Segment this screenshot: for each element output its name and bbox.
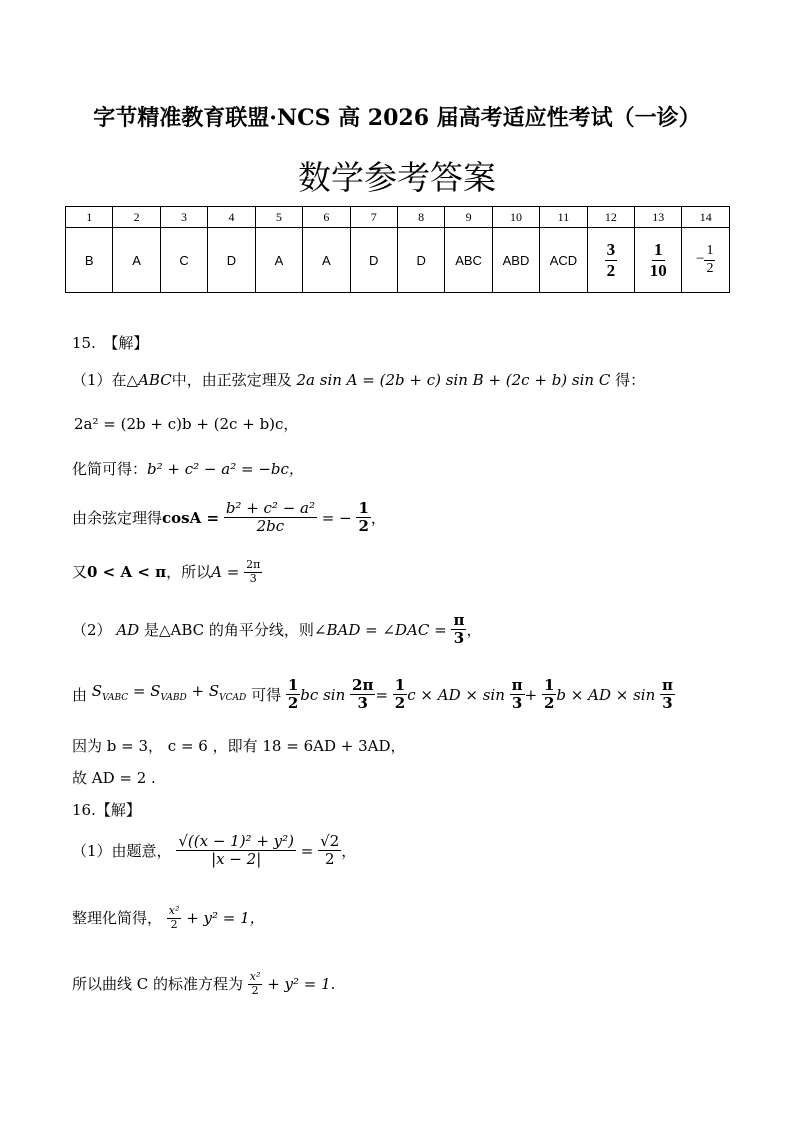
q15-cos-den: 2bc <box>256 517 285 536</box>
q15-line-5 <box>72 559 262 585</box>
question-number-cell: 9 <box>445 207 492 228</box>
answer-table <box>65 206 730 293</box>
question-number-cell: 5 <box>255 207 302 228</box>
q15-f5-num: 1 <box>543 676 555 694</box>
q15-line4-lhs: cosA = <box>162 508 220 527</box>
page-subtitle: 数学参考答案 <box>298 158 496 197</box>
q15-line4-end: ， <box>370 508 386 527</box>
q16-x2-num-2: x² <box>249 970 261 983</box>
q16-line2-label: 整理化简得， <box>72 909 163 928</box>
answer-cell: ABC <box>445 228 492 293</box>
answer-fraction <box>648 240 669 280</box>
q15-line5-ineq: 0 < A < π <box>87 563 167 582</box>
q15-t1: bc sin <box>300 685 346 704</box>
q15-f6-num: π <box>662 676 674 694</box>
question-number-cell: 6 <box>303 207 350 228</box>
answer-cell: A <box>255 228 302 293</box>
q16-p1-eq: = <box>300 841 314 860</box>
q15-p1-eq: 2a sin A = (2b + c) sin B + (2c + b) sin C <box>296 371 611 389</box>
q15-f2-den: 3 <box>357 694 368 713</box>
q15-f4-num: π <box>511 676 523 694</box>
q16-line3-rest: + y² = 1. <box>267 975 336 994</box>
q15-f3-num: 1 <box>394 676 406 694</box>
q15-f2-num: 2π <box>352 676 374 694</box>
q15-t2: c × AD × sin <box>407 685 505 704</box>
q15-f6 <box>660 677 675 713</box>
answer-cell-q13 <box>635 228 682 293</box>
q15-f1-den: 2 <box>287 694 299 713</box>
q15-cos-num: b² + c² − a² <box>225 499 316 517</box>
q15-half-den: 2 <box>358 517 369 536</box>
question-number-cell: 10 <box>492 207 539 228</box>
answer-numerator: 1 <box>704 243 715 260</box>
q15-line5-mid: ，所以 <box>166 563 212 582</box>
answer-cell-q12 <box>587 228 634 293</box>
q15-p2-text: 是△ABC 的角平分线，则 <box>143 620 314 639</box>
q15-cos-fraction <box>224 500 317 536</box>
q15-half-fraction <box>356 500 370 536</box>
q15-line-9: 故 AD = 2 . <box>72 769 156 787</box>
q15-p1-tri: △ABC <box>126 371 172 389</box>
answer-cell: A <box>113 228 160 293</box>
question-number-cell: 7 <box>350 207 397 228</box>
q16-ratio-fraction <box>176 833 296 869</box>
q15-pi3-num: π <box>453 611 465 629</box>
answer-cell: A <box>303 228 350 293</box>
page-title: 字节精准教育联盟·NCS 高 2026 届高考适应性考试（一诊） <box>93 105 701 131</box>
q15-line4-eq: = − <box>321 508 352 527</box>
q16-heading: 16.【解】 <box>72 801 141 819</box>
answer-cell: ABD <box>492 228 539 293</box>
q15-p2-ad: AD <box>116 620 140 639</box>
question-number-cell: 13 <box>635 207 682 228</box>
q15-p1-end: 得： <box>615 371 646 389</box>
question-number-cell: 8 <box>397 207 444 228</box>
q15-f1-num: 1 <box>287 676 299 694</box>
q15-s1: S <box>91 682 103 701</box>
question-number-cell: 1 <box>66 207 113 228</box>
answer-cell: D <box>350 228 397 293</box>
q15-s1-sub: VABC <box>102 693 129 704</box>
q15-line7-label: 由 <box>72 685 88 704</box>
q16-x2-den-2: 2 <box>251 983 259 997</box>
q15-p2-intro: （2） <box>72 620 112 639</box>
q15-line-4 <box>72 500 386 536</box>
q15-p2-end: ， <box>466 620 482 639</box>
q16-ratio-den: |x − 2| <box>211 850 262 869</box>
answer-fraction <box>605 240 618 280</box>
question-number-cell: 3 <box>160 207 207 228</box>
answer-cell-q14 <box>682 228 730 293</box>
q16-x2-fraction <box>167 905 182 931</box>
answer-cell: ACD <box>540 228 587 293</box>
answer-table-header-row <box>66 207 730 228</box>
question-number-cell: 2 <box>113 207 160 228</box>
answer-numerator: 3 <box>606 239 616 259</box>
q15-line5-label: 又 <box>72 563 88 582</box>
q15-line-3 <box>72 459 304 479</box>
q15-line-2: 2a² = (2b + c)b + (2c + b)c， <box>74 415 299 433</box>
q15-f6-den: 3 <box>662 694 673 713</box>
q16-p1-intro: （1）由题意， <box>72 841 172 860</box>
answer-numerator: 1 <box>654 239 663 259</box>
q15-line-7 <box>72 677 675 713</box>
q16-line-1 <box>72 833 356 869</box>
answer-denominator: 2 <box>706 260 714 276</box>
q16-sqrt2-fraction <box>318 833 341 869</box>
question-number-cell: 4 <box>208 207 255 228</box>
q16-sqrt2-num: √2 <box>320 832 340 850</box>
q15-pi3-fraction <box>451 612 466 648</box>
answer-table-answer-row <box>66 228 730 293</box>
answer-cell: B <box>66 228 113 293</box>
q15-area-eq <box>91 682 247 704</box>
q15-s2: = S <box>132 682 161 701</box>
answer-sign: − <box>696 251 705 268</box>
q15-f3-den: 2 <box>394 694 406 713</box>
q16-line2-rest: + y² = 1， <box>186 909 265 928</box>
q15-t3: b × AD × sin <box>556 685 656 704</box>
q16-x2-den: 2 <box>170 917 178 931</box>
q15-f2 <box>350 677 375 713</box>
q16-p1-end: ， <box>341 841 357 860</box>
question-number-cell: 11 <box>540 207 587 228</box>
q15-angle-den: 3 <box>249 571 257 585</box>
q16-ratio-num: √((x − 1)² + y²) <box>178 832 295 850</box>
q15-s3-sub: VCAD <box>219 693 247 704</box>
q15-angle-fraction <box>244 559 262 585</box>
answer-denominator: 10 <box>649 260 667 280</box>
q15-f4 <box>510 677 525 713</box>
q15-s2-sub: VABD <box>160 693 187 704</box>
question-number-cell: 12 <box>587 207 634 228</box>
q15-plus2: + <box>524 685 538 704</box>
q15-p1-mid: 中，由正弦定理及 <box>171 371 292 389</box>
q15-line-8: 因为 b = 3， c = 6 ，即有 18 = 6AD + 3AD， <box>72 737 406 755</box>
q15-line3-eq: b² + c² − a² = −bc， <box>147 460 304 478</box>
answer-denominator: 2 <box>606 260 616 280</box>
answer-cell: C <box>160 228 207 293</box>
q15-line-1 <box>72 370 645 390</box>
q15-f1 <box>286 677 300 713</box>
q15-line4-label: 由余弦定理得 <box>72 508 163 527</box>
q16-x2-fraction-2 <box>248 971 263 997</box>
answer-cell: D <box>208 228 255 293</box>
q15-p1-intro: （1）在 <box>72 371 127 389</box>
q15-half-num: 1 <box>358 499 369 517</box>
q15-line-6 <box>72 612 481 648</box>
q16-line3-label: 所以曲线 C 的标准方程为 <box>72 975 244 994</box>
answer-cell: D <box>397 228 444 293</box>
q15-eq2: = <box>375 685 389 704</box>
q15-angle-num: 2π <box>246 558 261 571</box>
q15-f5-den: 2 <box>543 694 555 713</box>
q16-x2-num: x² <box>168 904 180 917</box>
q15-f5 <box>542 677 556 713</box>
q15-f3 <box>393 677 407 713</box>
q16-line-3 <box>72 971 335 997</box>
q15-f4-den: 3 <box>511 694 523 713</box>
q15-p2-eq: ∠BAD = ∠DAC = <box>313 620 447 639</box>
answer-fraction <box>704 243 715 276</box>
q15-s3: + S <box>191 682 220 701</box>
question-number-cell: 14 <box>682 207 730 228</box>
q16-line-2 <box>72 905 265 931</box>
q16-sqrt2-den: 2 <box>324 850 335 869</box>
q15-heading: 15. 【解】 <box>72 334 149 352</box>
q15-line5-lhs: A = <box>211 563 240 582</box>
q15-line3-label: 化简可得： <box>72 460 148 478</box>
q15-pi3-den: 3 <box>453 629 465 648</box>
q15-line7-mid: 可得 <box>251 685 282 704</box>
